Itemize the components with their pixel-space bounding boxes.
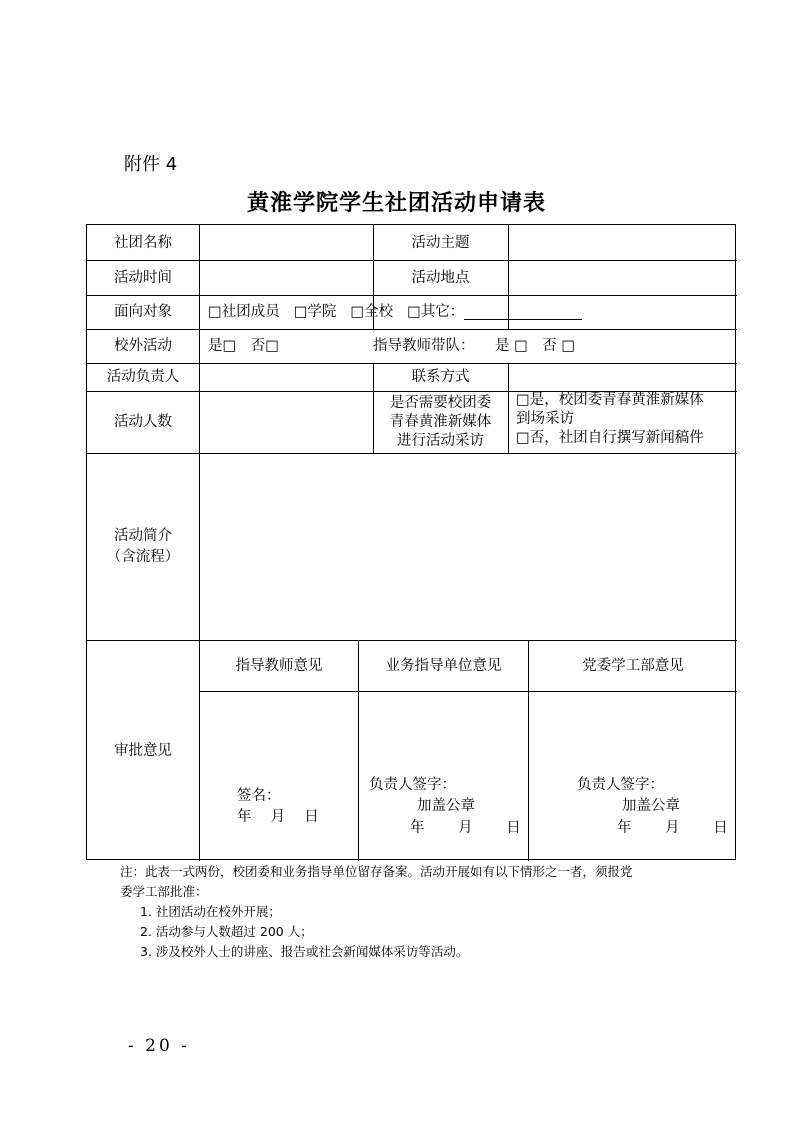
audience-other-blank[interactable] bbox=[464, 305, 582, 320]
contact-label: 联系方式 bbox=[411, 369, 470, 385]
unit-seal-label: 加盖公章 bbox=[417, 798, 475, 814]
activity-location-field[interactable] bbox=[509, 260, 737, 295]
media-option-yes-cont: 到场采访 bbox=[516, 411, 574, 427]
leader-field[interactable] bbox=[200, 363, 373, 391]
teacher-lead-label: 指导教师带队： bbox=[373, 338, 475, 354]
attachment-label: 附件 4 bbox=[124, 154, 178, 175]
audience-options bbox=[200, 295, 737, 329]
audience-option-college[interactable]: □学院 bbox=[293, 304, 337, 320]
contact-field[interactable] bbox=[509, 363, 737, 391]
participants-label: 活动人数 bbox=[114, 414, 172, 430]
dept-sign-label: 负责人签字： bbox=[577, 777, 664, 793]
participants-field[interactable] bbox=[200, 391, 373, 453]
notes-item: 3. 涉及校外人士的讲座、报告或社会新闻媒体采访等活动。 bbox=[140, 944, 469, 959]
teacher-sign-date: 年 月 日 bbox=[237, 809, 319, 825]
activity-time-label: 活动时间 bbox=[114, 269, 172, 286]
dept-sign-date: 年 月 日 bbox=[617, 820, 728, 836]
intro-label bbox=[87, 453, 199, 640]
media-options bbox=[509, 391, 737, 453]
leader-label: 活动负责人 bbox=[106, 369, 180, 385]
media-question-line: 是否需要校团委 bbox=[389, 394, 492, 411]
audience-label: 面向对象 bbox=[114, 304, 172, 320]
unit-sign-date: 年 月 日 bbox=[410, 820, 521, 836]
activity-theme-label: 活动主题 bbox=[411, 234, 470, 251]
notes-lead-cont: 委学工部批准： bbox=[120, 884, 208, 899]
offcampus-label: 校外活动 bbox=[114, 338, 172, 354]
media-question-line: 青春黄淮新媒体 bbox=[389, 413, 492, 430]
application-form-table bbox=[86, 224, 736, 860]
audience-option-school[interactable]: □全校 bbox=[350, 304, 394, 320]
media-question-line: 进行活动采访 bbox=[397, 432, 484, 449]
media-question bbox=[373, 391, 508, 453]
offcampus-options[interactable]: 是□ 否□ bbox=[208, 338, 279, 354]
intro-field[interactable] bbox=[200, 453, 737, 640]
approval-col-dept: 党委学工部意见 bbox=[582, 657, 684, 674]
media-option-yes[interactable]: □是，校团委青春黄淮新媒体 bbox=[516, 392, 704, 408]
notes-lead: 注：此表一式两份，校团委和业务指导单位留存备案。活动开展如有以下情形之一者，须报党 bbox=[120, 864, 633, 879]
approval-col-unit: 业务指导单位意见 bbox=[385, 657, 502, 674]
audience-option-members[interactable]: □社团成员 bbox=[208, 304, 280, 320]
intro-label-line: （含流程） bbox=[106, 548, 180, 565]
intro-label-line: 活动简介 bbox=[114, 527, 172, 544]
audience-option-other[interactable]: □其它： bbox=[407, 304, 465, 320]
form-notes bbox=[120, 862, 720, 962]
dept-seal-label: 加盖公章 bbox=[622, 798, 680, 814]
teacher-sign-label: 签名： bbox=[237, 788, 281, 804]
unit-sign-label: 负责人签字： bbox=[369, 777, 456, 793]
approval-col-teacher: 指导教师意见 bbox=[235, 657, 323, 674]
approval-label: 审批意见 bbox=[114, 742, 172, 759]
teacher-lead-options[interactable]: 是 □ 否 □ bbox=[495, 338, 576, 354]
club-name-label: 社团名称 bbox=[114, 234, 172, 251]
row-divider bbox=[199, 691, 737, 692]
notes-item: 2. 活动参与人数超过 200 人； bbox=[140, 924, 313, 939]
form-title: 黄淮学院学生社团活动申请表 bbox=[246, 190, 546, 216]
activity-time-field[interactable] bbox=[200, 260, 373, 295]
media-option-no[interactable]: □否，社团自行撰写新闻稿件 bbox=[516, 430, 704, 446]
activity-location-label: 活动地点 bbox=[411, 269, 470, 286]
club-name-field[interactable] bbox=[200, 225, 373, 260]
page-number: - 20 - bbox=[128, 1036, 190, 1056]
activity-theme-field[interactable] bbox=[509, 225, 737, 260]
notes-item: 1. 社团活动在校外开展； bbox=[140, 904, 281, 919]
